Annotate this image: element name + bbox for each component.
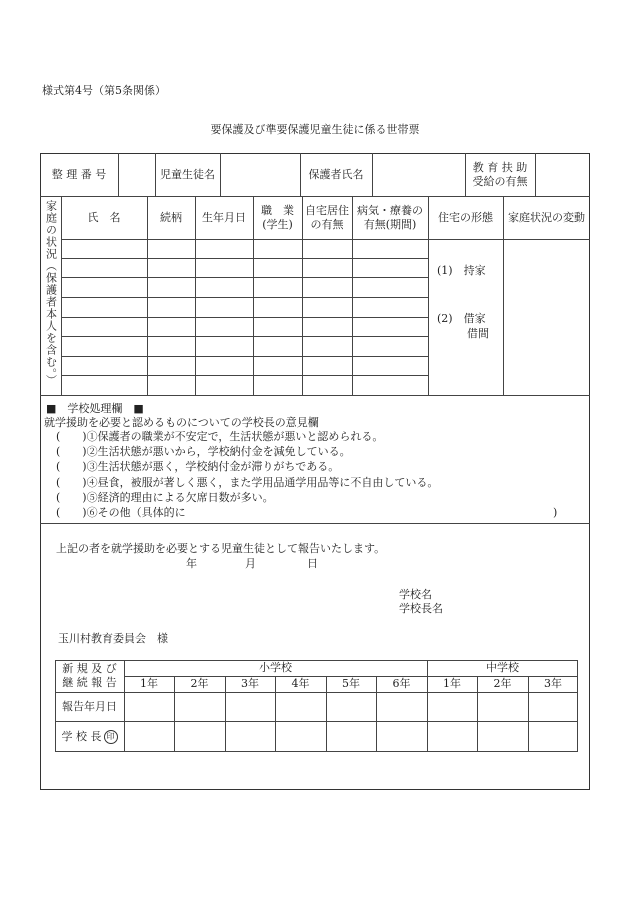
report-type-line1: 新 規 及 び xyxy=(62,662,117,675)
grade-js-1: 1年 xyxy=(443,677,461,690)
form-title: 要保護及び準要保護児童生徒に係る世帯票 xyxy=(210,123,420,136)
col-family-change: 家庭状況の変動 xyxy=(508,210,585,224)
report-type-label xyxy=(55,660,124,692)
col-housing: 住宅の形態 xyxy=(438,210,493,224)
col-occupation-line2: (学生) xyxy=(262,217,293,231)
school-opinion-subtitle: 就学援助を必要と認めるものについての学校長の意見欄 xyxy=(44,416,319,429)
elementary-school-header: 小学校 xyxy=(259,661,292,674)
housing-option-rented: (2) 借家 xyxy=(437,312,486,325)
report-statement: 上記の者を就学援助を必要とする児童生徒として報告いたします。 xyxy=(56,542,386,555)
grade-es-5: 5年 xyxy=(342,677,360,690)
col-name: 氏 名 xyxy=(87,210,121,224)
seal-icon: 印 xyxy=(104,730,118,744)
col-residence-line2: の有無 xyxy=(310,217,344,231)
addressee: 玉川村教育委員会 様 xyxy=(58,632,168,645)
student-name-label: 児童生徒名 xyxy=(160,167,215,181)
aid-label-line1: 教 育 扶 助 xyxy=(472,160,528,174)
opinion-item-1[interactable]: ( )①保護者の職業が不安定で，生活状態が悪いと認められる。 xyxy=(56,430,384,443)
principal-row-text: 学 校 長 xyxy=(61,729,102,743)
housing-option-room: 借間 xyxy=(467,327,489,340)
report-day: 日 xyxy=(307,557,318,570)
opinion-item-3[interactable]: ( )③生活状態が悪く，学校納付金が滞りがちである。 xyxy=(56,460,340,473)
grade-es-2: 2年 xyxy=(190,677,209,690)
grade-js-2: 2年 xyxy=(493,677,512,690)
report-year: 年 xyxy=(186,557,197,570)
aid-label-line2: 受給の有無 xyxy=(472,174,528,188)
grade-es-1: 1年 xyxy=(140,677,158,690)
opinion-item-6[interactable]: ( )⑥その他（具体的に xyxy=(56,506,186,519)
junior-high-header: 中学校 xyxy=(486,661,519,674)
reg-no-label: 整 理 番 号 xyxy=(51,167,107,181)
col-illness-line1: 病気・療養の xyxy=(357,203,423,217)
col-occupation-line1: 職 業 xyxy=(261,203,294,217)
col-occupation xyxy=(253,196,302,239)
opinion-item-6-close: ) xyxy=(553,506,558,519)
guardian-name-label: 保護者氏名 xyxy=(308,167,364,181)
reg-no-field[interactable] xyxy=(118,153,155,196)
student-name-field[interactable] xyxy=(220,153,300,196)
family-side-label: 家庭の状況（保護者本人を含む。） xyxy=(44,200,58,387)
school-name-label: 学校名 xyxy=(399,588,432,601)
family-side-label-wrap xyxy=(40,200,61,395)
col-illness-line2: 有無(期間) xyxy=(363,217,417,231)
school-section-heading: ■ 学校処理欄 ■ xyxy=(46,402,144,415)
opinion-item-5[interactable]: ( )⑤経済的理由による欠席日数が多い。 xyxy=(56,491,274,504)
principal-name-label: 学校長名 xyxy=(399,602,443,615)
col-residence-line1: 自宅居住 xyxy=(305,203,349,217)
report-date-label: 報告年月日 xyxy=(62,699,117,713)
form-number: 様式第4号（第5条関係） xyxy=(42,84,166,97)
col-birthdate: 生年月日 xyxy=(202,210,246,224)
aid-field[interactable] xyxy=(535,153,590,196)
report-month: 月 xyxy=(245,557,256,570)
guardian-name-field[interactable] xyxy=(372,153,465,196)
aid-label xyxy=(465,153,535,196)
opinion-item-4[interactable]: ( )④昼食，被服が著しく悪く，また学用品通学用品等に不自由している。 xyxy=(56,476,439,489)
principal-row-label xyxy=(55,721,124,752)
grade-es-4: 4年 xyxy=(291,677,310,690)
col-residence xyxy=(302,196,352,239)
grade-es-3: 3年 xyxy=(241,677,259,690)
report-type-line2: 継 続 報 告 xyxy=(62,676,117,689)
grade-es-6: 6年 xyxy=(392,677,411,690)
col-relation: 続柄 xyxy=(160,210,182,224)
housing-option-owned: (1) 持家 xyxy=(437,264,486,277)
col-illness xyxy=(352,196,428,239)
grade-js-3: 3年 xyxy=(544,677,562,690)
opinion-item-2[interactable]: ( )②生活状態が悪いから，学校納付金を減免している。 xyxy=(56,445,351,458)
